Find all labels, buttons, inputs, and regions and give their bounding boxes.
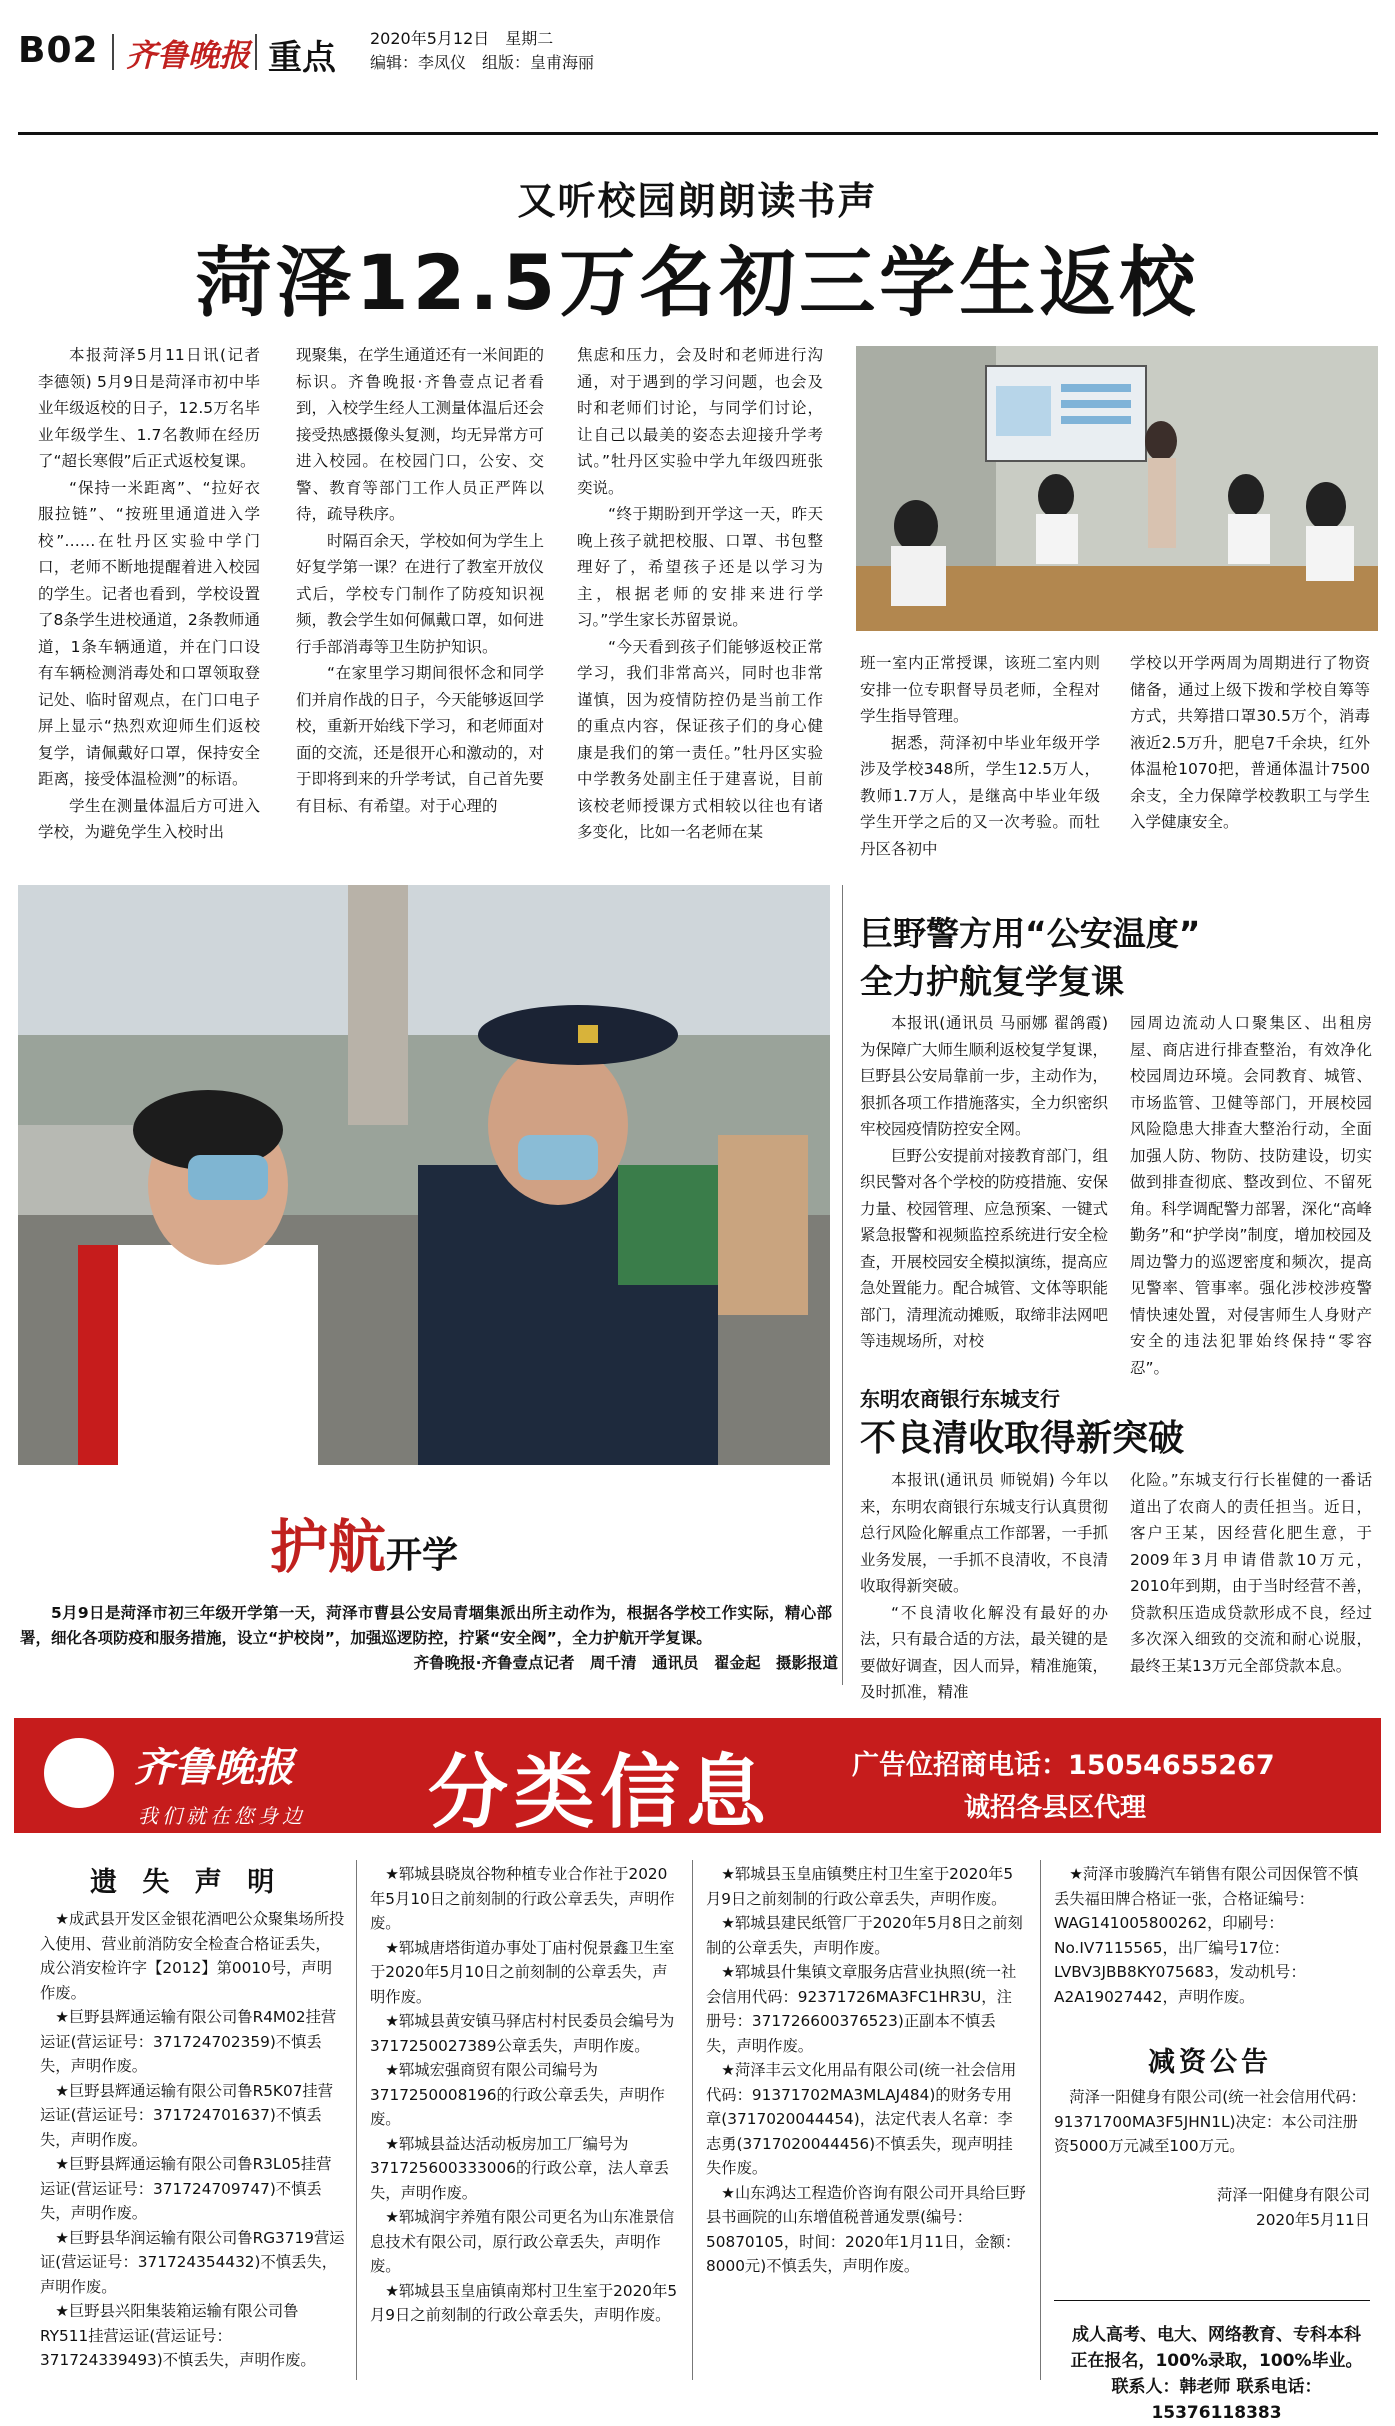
- notice-item: ★郓城县黄安镇马驿店村村民委员会编号为3717250027389公章丢失，声明作废。: [370, 2012, 675, 2055]
- police-column-2: [1130, 1010, 1372, 1381]
- header-divider: [255, 34, 257, 70]
- header-rule: [18, 132, 1378, 135]
- paragraph: 时隔百余天，学校如何为学生上好复学第一课？在进行了教室开放仪式后，学校专门制作了防疫知识视频，教会学生如何佩戴口罩，如何进行手部消毒等卫生防护知识。: [296, 531, 545, 656]
- classified-title: 分类信息: [428, 1746, 772, 1839]
- capital-reduction-notice: [1054, 2085, 1370, 2159]
- lead-kicker: 又听校园朗朗读书声: [517, 179, 878, 223]
- paragraph: 焦虑和压力，会及时和老师进行沟通，对于遇到的学习问题，也会及时和老师们讨论，与同学们讨论，让自己以最美的姿态去迎接升学考试。”牡丹区实验中学九年级四班张奕说。: [577, 346, 823, 497]
- paragraph: 学生在测量体温后方可进入学校，为避免学生入校时出: [38, 796, 260, 841]
- paragraph: 现聚集，在学生通道还有一米间距的标识。齐鲁晚报·齐鲁壹点记者看到，入校学生经人工测量体温后还会接受热感摄像头复测，均无异常方可进入校园。在校园门口，公安、交警、教育等部门工作人员正严阵以待，疏导秩序。: [296, 346, 545, 523]
- paragraph: 学校以开学两周为周期进行了物资储备，通过上级下拨和学校自筹等方式，共筹措口罩30.5万个，消毒液近2.5万升，肥皂7千余块，红外体温枪1070把，普通体温计7500余支，全力保障学校教职工与学生入学健康安全。: [1130, 654, 1370, 831]
- paragraph: 巨野公安提前对接教育部门，组织民警对各个学校的防疫措施、安保力量、校园管理、应急预案、一键式紧急报警和视频监控系统进行安全检查，开展校园安全模拟演练，提高应急处置能力。配合城管、文体等职能部门，清理流动摊贩，取缔非法网吧等违规场所，对校: [860, 1146, 1109, 1350]
- notice-item: ★菏泽市骏腾汽车销售有限公司因保管不慎丢失福田牌合格证一张，合格证编号：WAG141005800262，印刷号：No.IV7115565，出厂编号17位：LVBV3JBB8KY075683，发动机号：A2A19027442，声明作废。: [1054, 1865, 1359, 2006]
- classified-column-1: [40, 1907, 345, 2373]
- bank-article-title: 不良清收取得新突破: [860, 1418, 1185, 1459]
- notice-item: ★巨野县辉通运输有限公司鲁R4M02挂营运证(营运证号：371724702359)不慎丢失，声明作废。: [40, 2008, 337, 2075]
- paragraph: 园周边流动人口聚集区、出租房屋、商店进行排查整治，有效净化校园周边环境。会同教育、城管、市场监管、卫健等部门，开展校园风险隐患大排查大整治行动，全面加强人防、物防、技防建设，切实做到排查彻底、整改到位、不留死角。科学调配警力部署，深化“高峰勤务”和“护学岗”制度，增加校园及周边警力的巡逻密度和频次，提高见警率、管事率。强化涉校涉疫警情快速处置，对侵害师生人身财产安全的违法犯罪始终保持“零容忍”。: [1130, 1014, 1372, 1377]
- paragraph: 本报讯(通讯员 马丽娜 翟鸽霞) 为保障广大师生顺利返校复学复课，巨野县公安局靠前一步，主动作为，狠抓各项工作措施落实，全力织密织牢校园疫情防控安全网。: [860, 1014, 1109, 1138]
- lead-column-2: [296, 342, 544, 819]
- paragraph: 据悉，菏泽初中毕业年级开学涉及学校348所，学生12.5万人，教师1.7万人，是继高中毕业年级学生开学之后的又一次考验。而牡丹区各初中: [860, 733, 1100, 858]
- notice-item: ★巨野县兴阳集装箱运输有限公司鲁RY511挂营运证(营运证号：371724339493)不慎丢失，声明作废。: [40, 2302, 316, 2369]
- editor-line: 编辑：李凤仪 组版：皇甫海丽: [370, 53, 595, 72]
- classified-slogan: 我们就在您身边: [138, 1804, 306, 1828]
- notice-item: ★巨野县辉通运输有限公司鲁R5K07挂营运证(营运证号：371724701637)不慎丢失，声明作废。: [40, 2081, 334, 2149]
- paragraph: “今天看到孩子们能够返校正常学习，我们非常高兴，同时也非常谨慎，因为疫情防控仍是当前工作的重点内容，保证孩子们的身心健康是我们的第一责任。”牡丹区实验中学教务处副主任于建喜说，目前该校老师授课方式相较以往也有诸多变化，比如一名老师在某: [577, 637, 823, 841]
- notice-item: ★郓城润宇养殖有限公司更名为山东准景信息技术有限公司，原行政公章丢失，声明作废。: [370, 2208, 675, 2275]
- capital-reduction-heading: 减资公告: [1148, 2047, 1272, 2078]
- notice-item: ★郓城县什集镇文章服务店营业执照(统一社会信用代码：92371726MA3FC1HR3U，注册号：371726600376523)正副本不慎丢失，声明作废。: [706, 1963, 1017, 2055]
- section-name: 重点: [268, 38, 336, 78]
- lead-column-5: [1130, 650, 1370, 836]
- notice-item: ★成武县开发区金银花酒吧公众聚集场所投入使用、营业前消防安全检查合格证丢失，成公消安检许字【2012】第0010号，声明作废。: [40, 1910, 345, 2002]
- notice-item: ★郓城唐塔街道办事处丁庙村倪景鑫卫生室于2020年5月10日之前刻制的公章丢失，声明作废。: [370, 1938, 675, 2006]
- bank-article-kicker: 东明农商银行东城支行: [860, 1387, 1060, 1411]
- newspaper-logo: 齐鲁晚报: [126, 38, 250, 74]
- bank-column-2: [1130, 1467, 1372, 1679]
- photo-credit: 齐鲁晚报·齐鲁壹点记者 周千清 通讯员 翟金起 摄影报道: [413, 1654, 838, 1672]
- lead-column-4: [860, 650, 1100, 862]
- notice-item: ★山东鸿达工程造价咨询有限公司开具给巨野县书画院的山东增值税普通发票(编号：50870105，时间：2020年1月11日，金额：8000元)不慎丢失，声明作废。: [706, 2183, 1026, 2275]
- issue-date: 2020年5月12日 星期二: [370, 29, 554, 48]
- header-divider: [112, 34, 114, 70]
- paragraph: “终于期盼到开学这一天，昨天晚上孩子就把校服、口罩、书包整理好了，希望孩子还是以学习为主，根据老师的安排来进行学习。”学生家长苏留景说。: [577, 505, 823, 629]
- classified-recruit: 诚招各县区代理: [964, 1793, 1147, 1823]
- photo-feature-title: 护航开学: [270, 1513, 459, 1581]
- column-divider: [1040, 1860, 1041, 2380]
- notice-item: ★郓城县晓岚谷物种植专业合作社于2020年5月10日之前刻制的行政公章丢失，声明作废。: [370, 1865, 675, 1932]
- column-divider: [842, 885, 843, 1685]
- notice-item: ★巨野县华润运输有限公司鲁RG3719营运证(营运证号：371724354432)不慎丢失，声明作废。: [40, 2228, 345, 2296]
- classified-column-4: [1054, 1862, 1370, 2009]
- photo-caption-text: 5月9日是菏泽市初三年级开学第一天，菏泽市曹县公安局青堌集派出所主动作为，根据各学校工作实际，精心部署，细化各项防疫和服务措施，设立“护校岗”，加强巡逻防控，拧紧“安全阀”，全力护航开学复课。: [20, 1604, 832, 1647]
- notice-item: 菏泽一阳健身有限公司(统一社会信用代码：91371700MA3F5JHN1L)决定：本公司注册资5000万元减至100万元。: [1054, 2088, 1366, 2155]
- education-ad: 成人高考、电大、网络教育、专科本科正在报名，100%录取，100%毕业。 联系人：韩老师 联系电话：15376118383: [1070, 2325, 1363, 2423]
- column-divider: [692, 1860, 693, 2380]
- divider: [1054, 2300, 1370, 2301]
- notice-item: ★郓城县益达活动板房加工厂编号为371725600333006的行政公章，法人章丢失，声明作废。: [370, 2134, 669, 2202]
- paragraph: “不良清收化解没有最好的办法，只有最合适的方法，最关键的是要做好调查，因人而异，精准施策，及时抓准，精准: [860, 1603, 1109, 1701]
- lead-column-1: [38, 342, 260, 846]
- paragraph: “保持一米距离”、“拉好衣服拉链”、“按班里通道进入学校”……在牡丹区实验中学门口，老师不断地提醒着进入校园的学生。记者也看到，学校设置了8条学生进校通道，2条教师通道，1条车辆通道，并在门口设有车辆检测消毒处和口罩领取登记处、临时留观点，在门口电子屏上显示“热烈欢迎师生们返校复学，请佩戴好口罩，保持安全距离，接受体温检测”的标语。: [38, 478, 260, 788]
- newspaper-logo-icon: [44, 1738, 114, 1808]
- police-article-title: 巨野警方用“公安温度” 全力护航复学复课: [860, 914, 1201, 1001]
- column-divider: [356, 1860, 357, 2380]
- lost-notice-heading: 遗 失 声 明: [90, 1867, 283, 1898]
- lead-column-3: [577, 342, 823, 846]
- paragraph: 化险。”东城支行行长崔健的一番话道出了农商人的责任担当。近日，客户王某，因经营化肥生意，于2009年3月申请借款10万元，2010年到期，由于当时经营不善，贷款积压造成贷款形成不良，经过多次深入细致的交流和耐心说服，最终王某13万元全部贷款本息。: [1130, 1471, 1372, 1675]
- lead-headline: 菏泽12.5万名初三学生返校: [195, 238, 1200, 327]
- notice-item: ★巨野县辉通运输有限公司鲁R3L05挂营运证(营运证号：371724709747)不慎丢失，声明作废。: [40, 2155, 332, 2222]
- notice-item: ★菏泽丰云文化用品有限公司(统一社会信用代码：91371702MA3MLAJ484)的财务专用章(3717020044454)，法定代表人名章：李志勇(3717020044456)不慎丢失，现声明挂失作废。: [706, 2061, 1017, 2177]
- police-mask-photo-image: [18, 885, 830, 1465]
- classroom-photo-image: [856, 346, 1378, 631]
- classified-phone: 广告位招商电话：15054655267: [852, 1750, 1275, 1781]
- page-number: B02: [18, 30, 99, 71]
- notice-item: ★郓城县建民纸管厂于2020年5月8日之前刻制的公章丢失，声明作废。: [706, 1914, 1023, 1957]
- capital-reduction-signature: 菏泽一阳健身有限公司 2020年5月11日: [1217, 2186, 1370, 2229]
- paragraph: “在家里学习期间很怀念和同学们并肩作战的日子，今天能够返回学校，重新开始线下学习，和老师面对面的交流，还是很开心和激动的，对于即将到来的升学考试，自己首先要有目标、有希望。对于心理的: [296, 664, 545, 815]
- classified-column-3: [706, 1862, 1026, 2279]
- police-column-1: [860, 1010, 1108, 1355]
- classified-column-2: [370, 1862, 680, 2328]
- police-mask-photo: [18, 885, 830, 1465]
- paragraph: 本报讯(通讯员 师锐娟) 今年以来，东明农商银行东城支行认真贯彻总行风险化解重点工作部署，一手抓业务发展，一手抓不良清收，不良清收取得新突破。: [860, 1471, 1109, 1595]
- paragraph: 班一室内正常授课，该班二室内则安排一位专职督导员老师，全程对学生指导管理。: [860, 654, 1100, 725]
- notice-item: ★郓城宏强商贸有限公司编号为3717250008196的行政公章丢失，声明作废。: [370, 2061, 665, 2128]
- bank-column-1: [860, 1467, 1108, 1706]
- classroom-photo: [856, 346, 1378, 631]
- notice-item: ★郓城县玉皇庙镇南郑村卫生室于2020年5月9日之前刻制的行政公章丢失，声明作废。: [370, 2281, 678, 2324]
- paragraph: 本报菏泽5月11日讯(记者 李德领) 5月9日是菏泽市初中毕业年级返校的日子，12.5万名毕业年级学生、1.7名教师在经历了“超长寒假”后正式返校复课。: [38, 346, 260, 470]
- classified-brand: 齐鲁晚报: [134, 1744, 294, 1791]
- notice-item: ★郓城县玉皇庙镇樊庄村卫生室于2020年5月9日之前刻制的行政公章丢失，声明作废。: [706, 1865, 1014, 1908]
